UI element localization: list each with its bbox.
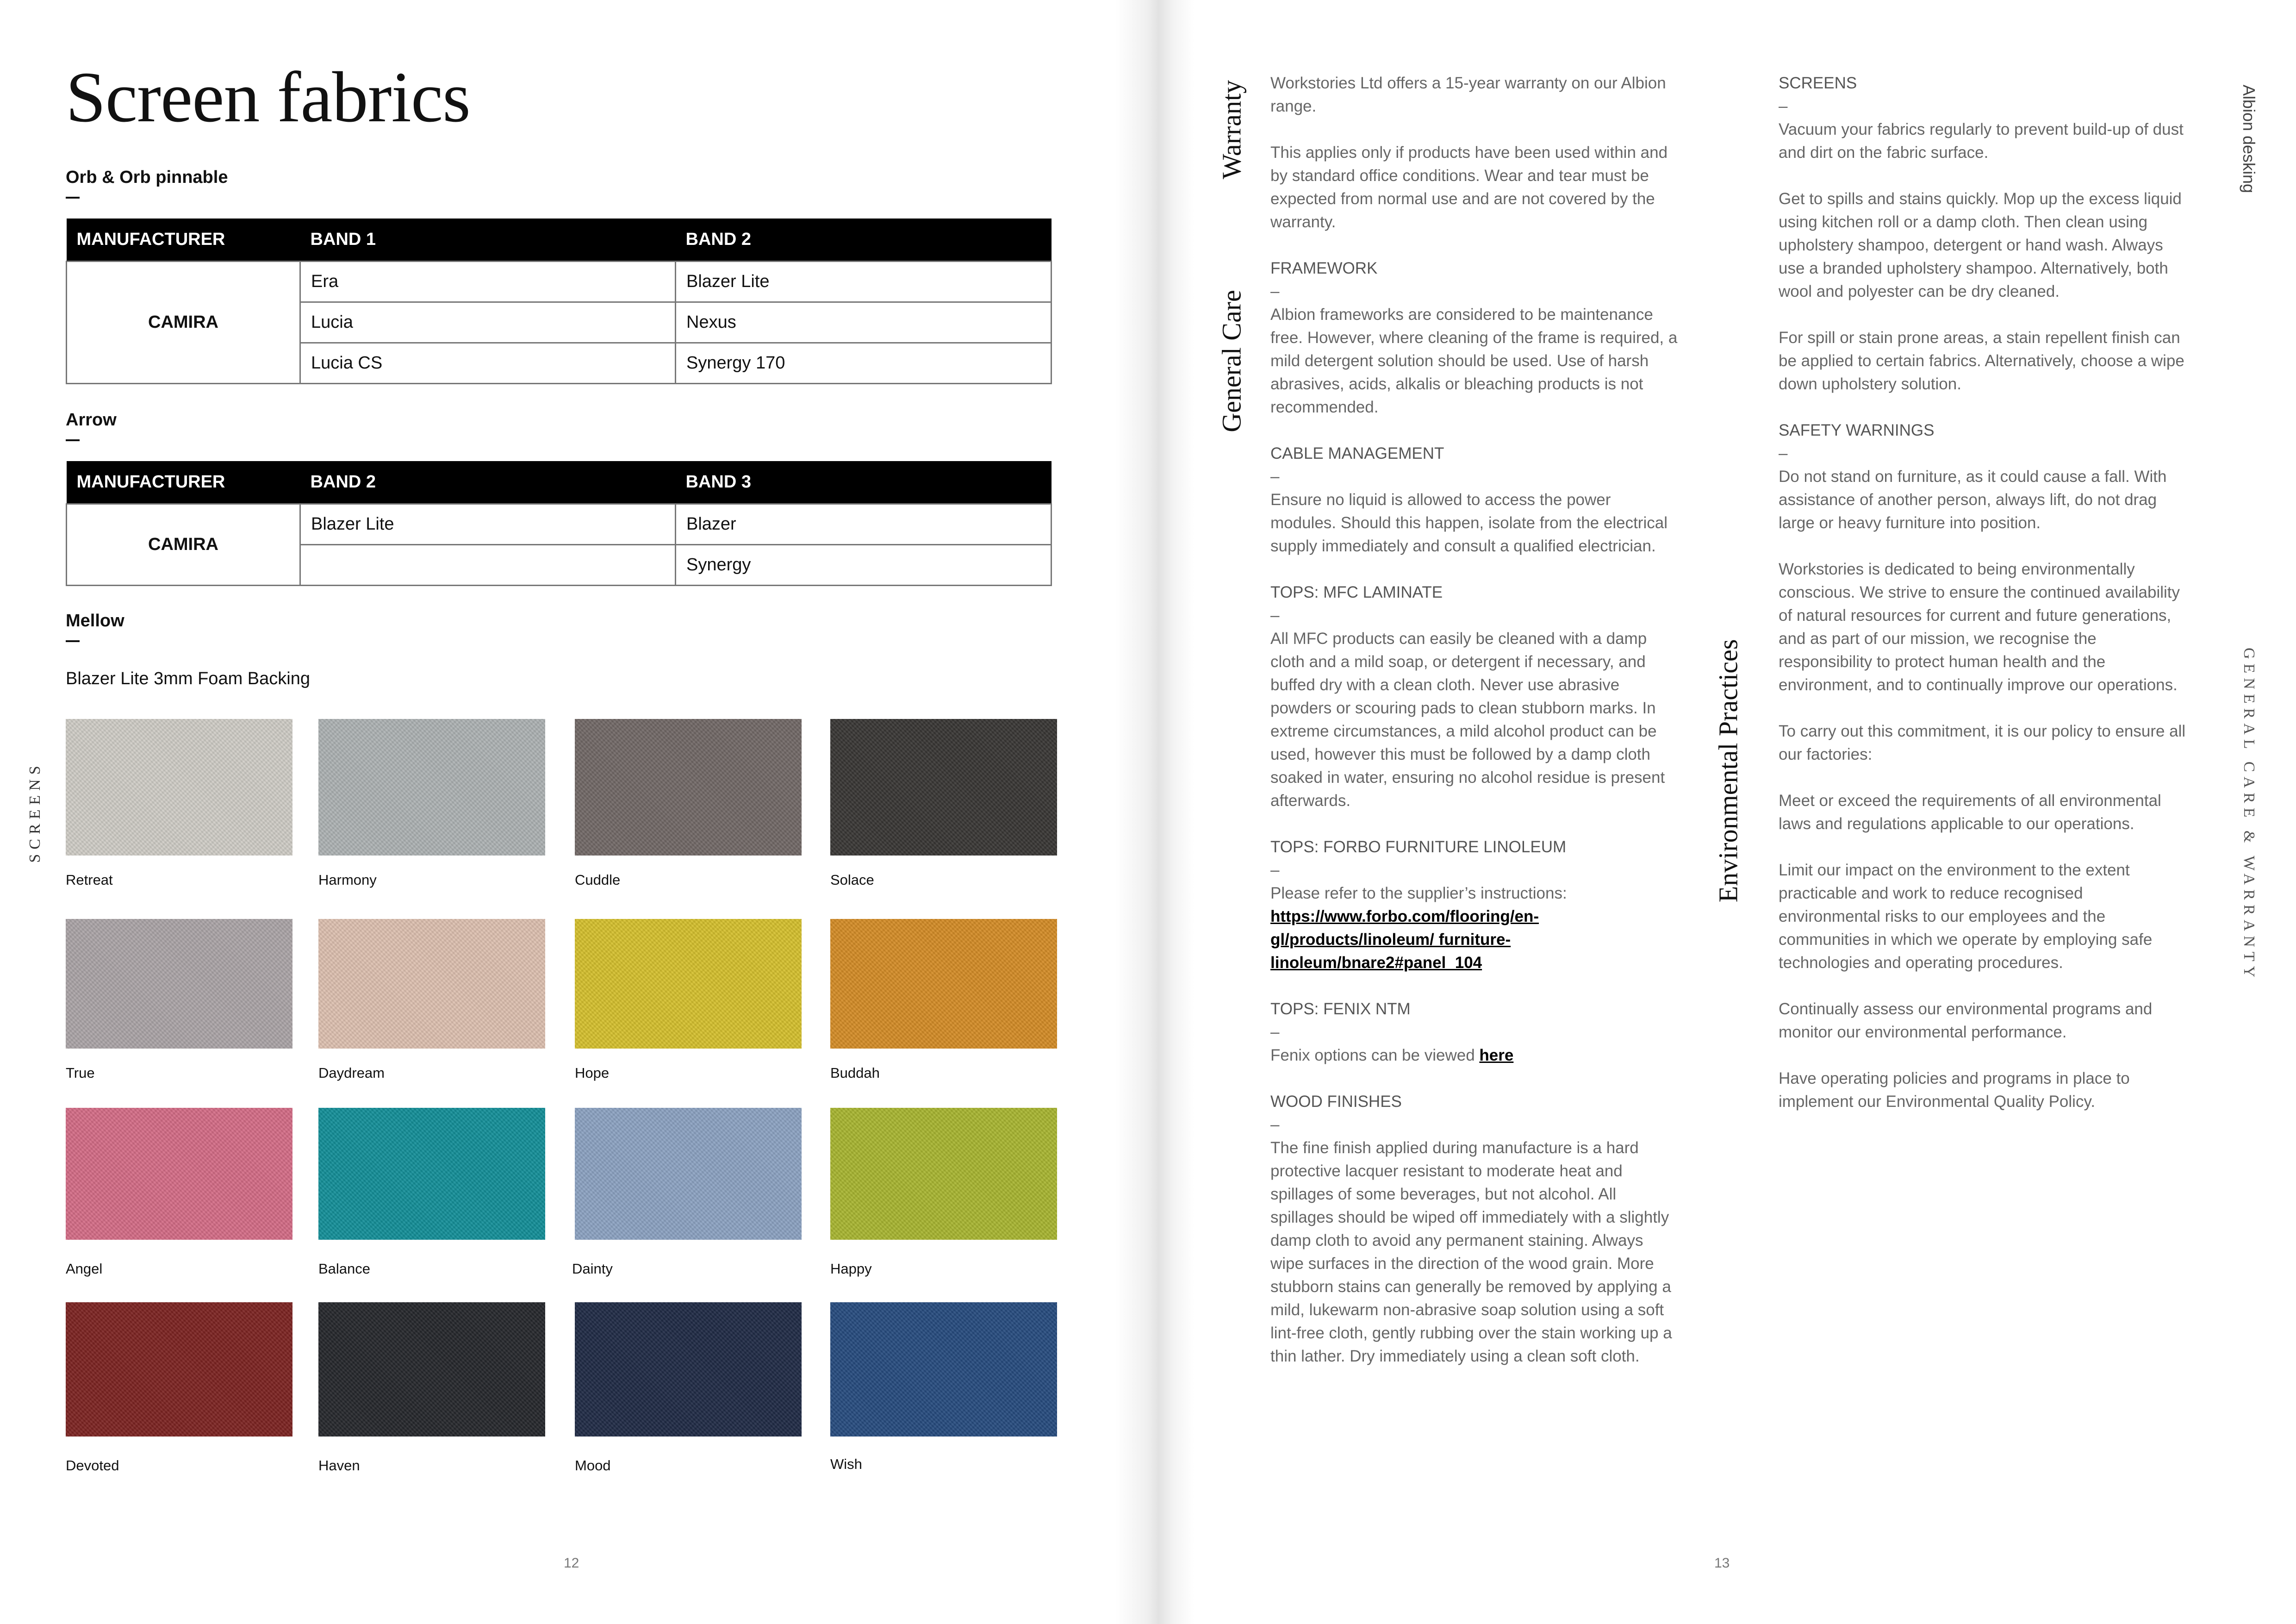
fabric-swatch xyxy=(318,919,545,1081)
screens-paragraph: Vacuum your fabrics regularly to prevent build-up of dust and dirt on the fabric surface. xyxy=(1779,120,2184,162)
heading-dash: – xyxy=(1270,1116,1280,1134)
swatch-name: Wish xyxy=(830,1456,862,1472)
swatch-chip xyxy=(318,1302,545,1437)
swatch-name: Harmony xyxy=(318,872,377,888)
swatch-chip xyxy=(66,1302,292,1437)
section-heading-arrow-text: Arrow xyxy=(66,410,117,430)
swatch-name: Haven xyxy=(318,1457,360,1474)
fabric-swatch-grid xyxy=(66,719,1056,1483)
section-heading-mellow-text: Mellow xyxy=(66,611,124,631)
screens-paragraph: Get to spills and stains quickly. Mop up the excess liquid using kitchen roll or a damp cloth. Then clean using upholstery shampoo, detergent or hand wash. Always use a branded upholstery shampoo. Alternatively, both wool and polyester can be dry cleaned. xyxy=(1779,190,2182,300)
general-care-label-text: General Care xyxy=(1216,290,1247,432)
swatch-chip xyxy=(575,919,802,1049)
wood-heading: WOOD FINISHES xyxy=(1270,1093,1402,1111)
fabric-swatch xyxy=(575,719,802,888)
heading-dash: – xyxy=(1779,444,1788,462)
safety-text: Do not stand on furniture, as it could cause a fall. With assistance of another person, always lift, do not drag large or heavy furniture into position. xyxy=(1779,468,2167,532)
fabric-swatch xyxy=(830,719,1057,888)
swatch-chip xyxy=(318,919,545,1049)
table-row xyxy=(67,504,1052,544)
fabric-swatch xyxy=(66,719,292,888)
swatch-name: Cuddle xyxy=(575,872,621,888)
table-header-row xyxy=(67,461,1052,504)
table-header-row xyxy=(67,219,1052,261)
swatch-name: Angel xyxy=(66,1261,103,1277)
environment-paragraph: Workstories is dedicated to being environmentally conscious. We strive to ensure the continued availability of natural resources for current and future generations, and as part of our mission, we recognise the responsibility to protect human health and the environment, and to continually improve our operations. xyxy=(1779,560,2180,694)
wood-text: The fine finish applied during manufacture is a hard protective lacquer resistant to moderate heat and spillages of some beverages, but not alcohol. All spillages should be wiped off immediately with a slightly damp cloth to avoid any permanent staining. Always wipe surfaces in the direction of the wood grain. More stubborn stains can generally be removed by applying a mild, lukewarm non-abrasive soap solution using a soft lint-free cloth, gently rubbing over the stain working up a thin lather. Dry immediately using a clean soft cloth. xyxy=(1270,1139,1672,1365)
side-label-albion xyxy=(2235,69,2263,208)
swatch-chip xyxy=(66,719,292,856)
heading-dash: – xyxy=(1779,97,1788,115)
column-header: MANUFACTURER xyxy=(67,219,300,261)
swatch-name: Retreat xyxy=(66,872,113,888)
fabric-swatch xyxy=(830,1302,1057,1472)
forbo-link[interactable]: https://www.forbo.com/flooring/en-gl/products/linoleum/ furniture-linoleum/bnare2#panel_104 xyxy=(1270,907,1539,972)
framework-text: Albion frameworks are considered to be maintenance free. However, where cleaning of the frame is required, a mild detergent solution should be used. Use of harsh abrasives, acids, alkalis or bleaching products is not recommended. xyxy=(1270,306,1678,416)
table-cell: Blazer Lite xyxy=(676,261,1052,302)
cable-heading: CABLE MANAGEMENT xyxy=(1270,444,1444,462)
heading-dash: – xyxy=(1270,468,1280,486)
mfc-text: All MFC products can easily be cleaned with a damp cloth and a mild soap, or detergent if necessary, and buffed dry with a clean cloth. Never use abrasive powders or scouring pads to clean stubborn marks. In extreme circumstances, a mild alcohol product can be used, however this must be followed by a damp cloth soaked in water, ensuring no alcohol residue is present afterwards. xyxy=(1270,630,1665,810)
swatch-name: Solace xyxy=(830,872,874,888)
environment-paragraph: To carry out this commitment, it is our policy to ensure all our factories: xyxy=(1779,722,2186,763)
fabric-swatch xyxy=(572,1108,802,1277)
manufacturer-cell: CAMIRA xyxy=(67,261,300,383)
swatch-chip xyxy=(830,719,1057,856)
column-header: BAND 3 xyxy=(676,461,1052,504)
swatch-chip xyxy=(575,719,802,856)
environmental-practices-label-text: Environmental Practices xyxy=(1713,639,1743,903)
fabric-swatch xyxy=(575,919,802,1081)
fabric-swatch xyxy=(318,719,545,888)
column-header: MANUFACTURER xyxy=(67,461,300,504)
screens-paragraph: For spill or stain prone areas, a stain repellent finish can be applied to certain fabrics. Alternatively, choose a wipe down upholstery solution. xyxy=(1779,329,2184,393)
section-heading-mellow xyxy=(66,611,124,642)
swatch-name: Buddah xyxy=(830,1065,880,1081)
cable-text: Ensure no liquid is allowed to access the power modules. Should this happen, isolate from the electrical supply immediately and consult a qualified electrician. xyxy=(1270,491,1668,555)
heading-dash: – xyxy=(1270,861,1280,879)
swatch-chip xyxy=(575,1108,802,1240)
column-header: BAND 1 xyxy=(300,219,676,261)
care-column-1 xyxy=(1270,72,1678,1391)
side-label-screens xyxy=(26,761,44,863)
table-cell: Synergy 170 xyxy=(676,343,1052,383)
table-cell: Nexus xyxy=(676,302,1052,343)
warranty-paragraph: Workstories Ltd offers a 15-year warranty on our Albion range. xyxy=(1270,74,1666,115)
swatch-chip xyxy=(575,1302,802,1437)
swatch-name: Hope xyxy=(575,1065,610,1081)
swatch-chip xyxy=(830,919,1057,1049)
environment-paragraph: Continually assess our environmental programs and monitor our environmental performance. xyxy=(1779,1000,2153,1041)
orb-band-table xyxy=(66,219,1052,384)
right-page xyxy=(1148,0,2296,1624)
table-cell: Era xyxy=(300,261,676,302)
fabric-swatch xyxy=(66,919,292,1081)
warranty-paragraph: This applies only if products have been used within and by standard office conditions. Wear and tear must be expected from normal use and are not covered by the warranty. xyxy=(1270,144,1668,231)
swatch-name: Happy xyxy=(830,1261,872,1277)
heading-dash: – xyxy=(1270,606,1280,625)
environment-paragraph: Have operating policies and programs in place to implement our Environmental Quality Policy. xyxy=(1779,1069,2130,1111)
safety-heading: SAFETY WARNINGS xyxy=(1779,421,1935,439)
heading-dash xyxy=(66,439,80,441)
screens-heading: SCREENS xyxy=(1779,74,1857,92)
warranty-label-text: Warranty xyxy=(1216,80,1247,180)
forbo-heading: TOPS: FORBO FURNITURE LINOLEUM xyxy=(1270,838,1567,856)
fenix-heading: TOPS: FENIX NTM xyxy=(1270,1000,1411,1018)
swatch-chip xyxy=(830,1108,1057,1240)
fabric-swatch xyxy=(830,919,1057,1081)
fabric-swatch xyxy=(66,1108,292,1277)
swatch-chip xyxy=(318,719,545,856)
table-cell: Synergy xyxy=(676,544,1052,585)
swatch-chip xyxy=(830,1302,1057,1437)
table-row xyxy=(67,261,1052,302)
table-cell: Lucia xyxy=(300,302,676,343)
environment-paragraph: Meet or exceed the requirements of all environmental laws and regulations applicable to our operations. xyxy=(1779,792,2161,833)
general-care-label xyxy=(1213,278,1250,444)
side-label-general-care xyxy=(2235,647,2263,982)
table-cell: Lucia CS xyxy=(300,343,676,383)
swatch-name: Balance xyxy=(318,1261,371,1277)
framework-heading: FRAMEWORK xyxy=(1270,259,1378,277)
side-label-screens-text: SCREENS xyxy=(26,761,44,863)
swatch-chip xyxy=(66,1108,292,1240)
heading-dash xyxy=(66,197,80,199)
swatch-chip xyxy=(66,919,292,1049)
column-header: BAND 2 xyxy=(300,461,676,504)
page-number-left: 12 xyxy=(564,1555,579,1571)
fabric-swatch xyxy=(318,1302,545,1474)
manufacturer-cell: CAMIRA xyxy=(67,504,300,585)
fabric-swatch xyxy=(575,1302,802,1474)
fabric-swatch xyxy=(318,1108,545,1277)
arrow-band-table xyxy=(66,461,1052,586)
mellow-subheading: Blazer Lite 3mm Foam Backing xyxy=(66,669,310,688)
care-column-2 xyxy=(1779,72,2186,1137)
warranty-label xyxy=(1213,74,1250,185)
table-cell: Blazer Lite xyxy=(300,504,676,544)
table-cell: Blazer xyxy=(676,504,1052,544)
swatch-name: True xyxy=(66,1065,95,1081)
swatch-name: Dainty xyxy=(572,1261,613,1277)
side-label-general-care-text: GENERAL CARE & WARRANTY xyxy=(2240,647,2258,982)
section-heading-orb-text: Orb & Orb pinnable xyxy=(66,168,228,187)
section-heading-orb xyxy=(66,168,228,199)
fabric-swatch xyxy=(830,1108,1057,1277)
fabric-swatch xyxy=(66,1302,292,1474)
swatch-name: Devoted xyxy=(66,1457,119,1474)
section-heading-arrow xyxy=(66,410,117,441)
heading-dash: – xyxy=(1270,282,1280,300)
environmental-practices-label xyxy=(1710,627,1747,914)
forbo-text: Please refer to the supplier’s instructions: xyxy=(1270,884,1567,902)
heading-dash xyxy=(66,640,80,642)
swatch-name: Mood xyxy=(575,1457,611,1474)
table-cell xyxy=(300,544,676,585)
heading-dash: – xyxy=(1270,1023,1280,1041)
swatch-name: Daydream xyxy=(318,1065,385,1081)
page-title: Screen fabrics xyxy=(66,57,470,137)
environment-paragraph: Limit our impact on the environment to the extent practicable and work to reduce recognised environmental risks to our employees and the communities in which we operate by employing safe technologies and operating procedures. xyxy=(1779,861,2153,972)
fenix-here-link[interactable]: here xyxy=(1479,1046,1514,1064)
mfc-heading: TOPS: MFC LAMINATE xyxy=(1270,583,1443,601)
column-header: BAND 2 xyxy=(676,219,1052,261)
page-number-right: 13 xyxy=(1714,1555,1730,1571)
swatch-chip xyxy=(318,1108,545,1240)
side-label-albion-text: Albion desking xyxy=(2240,84,2259,194)
fenix-text: Fenix options can be viewed xyxy=(1270,1046,1480,1064)
